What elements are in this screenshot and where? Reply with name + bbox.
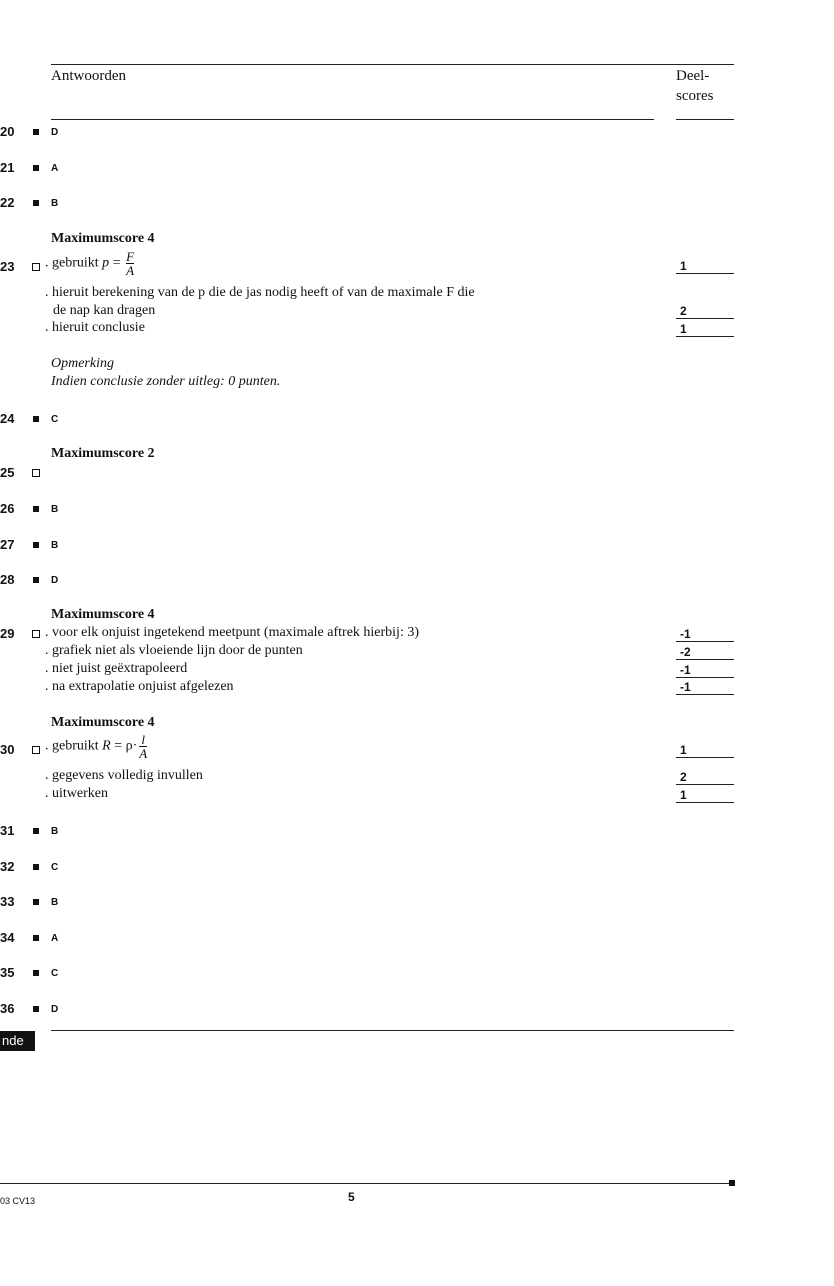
open-question-marker bbox=[32, 746, 40, 754]
fraction-numerator: F bbox=[126, 249, 135, 264]
scores-heading-1: Deel- bbox=[676, 68, 710, 84]
footer-end-dot bbox=[729, 1180, 735, 1186]
score-cell bbox=[676, 645, 734, 660]
header-bottom-rule-scores bbox=[676, 119, 734, 120]
score-value: -2 bbox=[680, 645, 691, 659]
max-score-label: Maximumscore 2 bbox=[51, 446, 155, 461]
formula-equals: = bbox=[109, 255, 125, 271]
question-number: 20 bbox=[0, 124, 15, 139]
question-number: 25 bbox=[0, 465, 15, 480]
multiple-choice-marker bbox=[33, 165, 39, 171]
multiple-choice-marker bbox=[33, 416, 39, 422]
score-cell bbox=[676, 743, 734, 758]
score-value: 2 bbox=[680, 770, 687, 784]
question-number: 27 bbox=[0, 537, 15, 552]
question-number: 32 bbox=[0, 859, 15, 874]
question-number: 26 bbox=[0, 501, 15, 516]
answer-letter: B bbox=[51, 897, 59, 908]
score-cell bbox=[676, 788, 734, 803]
open-question-marker bbox=[32, 630, 40, 638]
answer-letter: B bbox=[51, 540, 59, 551]
criterion-line: . niet juist geëxtrapoleerd bbox=[45, 661, 188, 676]
score-value: -1 bbox=[680, 627, 691, 641]
footer-code: 03 CV13 bbox=[0, 1196, 36, 1206]
score-cell bbox=[676, 680, 734, 695]
fraction-numerator: l bbox=[139, 733, 147, 747]
remark-text: Indien conclusie zonder uitleg: 0 punten. bbox=[51, 374, 281, 389]
multiple-choice-marker bbox=[33, 899, 39, 905]
end-marker: nde bbox=[0, 1031, 35, 1051]
criterion-line bbox=[45, 250, 134, 277]
question-number: 23 bbox=[0, 259, 15, 274]
fraction-denominator: A bbox=[139, 746, 148, 761]
max-score-label: Maximumscore 4 bbox=[51, 231, 155, 246]
formula-variable: R bbox=[102, 738, 111, 754]
answer-letter: C bbox=[51, 968, 59, 979]
multiple-choice-marker bbox=[33, 542, 39, 548]
scores-heading-2: scores bbox=[676, 88, 714, 104]
formula-fraction bbox=[126, 250, 134, 277]
question-number: 28 bbox=[0, 572, 15, 587]
open-question-marker bbox=[32, 263, 40, 271]
fraction-denominator: A bbox=[126, 263, 135, 278]
max-score-label: Maximumscore 4 bbox=[51, 715, 155, 730]
question-number: 22 bbox=[0, 195, 15, 210]
page-number: 5 bbox=[348, 1190, 355, 1204]
answer-letter: B bbox=[51, 504, 59, 515]
criterion-text: . gebruikt bbox=[45, 255, 103, 271]
score-cell bbox=[676, 304, 734, 319]
question-number: 33 bbox=[0, 894, 15, 909]
question-number: 31 bbox=[0, 823, 15, 838]
criterion-line: . grafiek niet als vloeiende lijn door de punten bbox=[45, 643, 303, 658]
multiple-choice-marker bbox=[33, 506, 39, 512]
answer-letter: C bbox=[51, 862, 59, 873]
section-end-rule bbox=[51, 1030, 734, 1031]
question-number: 36 bbox=[0, 1001, 15, 1016]
formula-equals: = ρ· bbox=[110, 738, 138, 754]
score-value: 1 bbox=[680, 743, 687, 757]
criterion-line-continued: de nap kan dragen bbox=[53, 303, 156, 318]
criterion-line: . gegevens volledig invullen bbox=[45, 768, 203, 783]
score-cell bbox=[676, 322, 734, 337]
criterion-line: . voor elk onjuist ingetekend meetpunt (maximale aftrek hierbij: 3) bbox=[45, 625, 420, 640]
open-question-marker bbox=[32, 469, 40, 477]
answer-letter: D bbox=[51, 127, 59, 138]
multiple-choice-marker bbox=[33, 828, 39, 834]
question-number: 24 bbox=[0, 411, 15, 426]
answer-letter: D bbox=[51, 575, 59, 586]
multiple-choice-marker bbox=[33, 970, 39, 976]
score-value: 1 bbox=[680, 788, 687, 802]
score-cell bbox=[676, 627, 734, 642]
answer-letter: A bbox=[51, 163, 59, 174]
answers-heading: Antwoorden bbox=[51, 68, 126, 84]
criterion-line bbox=[45, 733, 147, 760]
score-value: 1 bbox=[680, 322, 687, 336]
answer-letter: C bbox=[51, 414, 59, 425]
answer-letter: B bbox=[51, 826, 59, 837]
question-number: 35 bbox=[0, 965, 15, 980]
answer-letter: D bbox=[51, 1004, 59, 1015]
criterion-line: . na extrapolatie onjuist afgelezen bbox=[45, 679, 234, 694]
multiple-choice-marker bbox=[33, 864, 39, 870]
score-value: -1 bbox=[680, 680, 691, 694]
criterion-text: . gebruikt bbox=[45, 738, 103, 754]
multiple-choice-marker bbox=[33, 935, 39, 941]
criterion-line: . hieruit berekening van de p die de jas nodig heeft of van de maximale F die bbox=[45, 285, 475, 300]
score-cell bbox=[676, 259, 734, 274]
score-value: 1 bbox=[680, 259, 687, 273]
score-value: -1 bbox=[680, 663, 691, 677]
question-number: 30 bbox=[0, 742, 15, 757]
max-score-label: Maximumscore 4 bbox=[51, 607, 155, 622]
multiple-choice-marker bbox=[33, 200, 39, 206]
multiple-choice-marker bbox=[33, 1006, 39, 1012]
score-cell bbox=[676, 663, 734, 678]
score-cell bbox=[676, 770, 734, 785]
answer-letter: B bbox=[51, 198, 59, 209]
multiple-choice-marker bbox=[33, 129, 39, 135]
answer-letter: A bbox=[51, 933, 59, 944]
multiple-choice-marker bbox=[33, 577, 39, 583]
question-number: 21 bbox=[0, 160, 15, 175]
criterion-line: . uitwerken bbox=[45, 786, 108, 801]
remark-title: Opmerking bbox=[51, 356, 114, 371]
question-number: 34 bbox=[0, 930, 15, 945]
score-value: 2 bbox=[680, 304, 687, 318]
formula-variable: p bbox=[102, 255, 110, 271]
header-top-rule bbox=[51, 64, 734, 65]
header-bottom-rule bbox=[51, 119, 654, 120]
question-number: 29 bbox=[0, 626, 15, 641]
criterion-line: . hieruit conclusie bbox=[45, 320, 145, 335]
formula-fraction bbox=[139, 733, 147, 760]
footer-rule bbox=[0, 1183, 733, 1184]
